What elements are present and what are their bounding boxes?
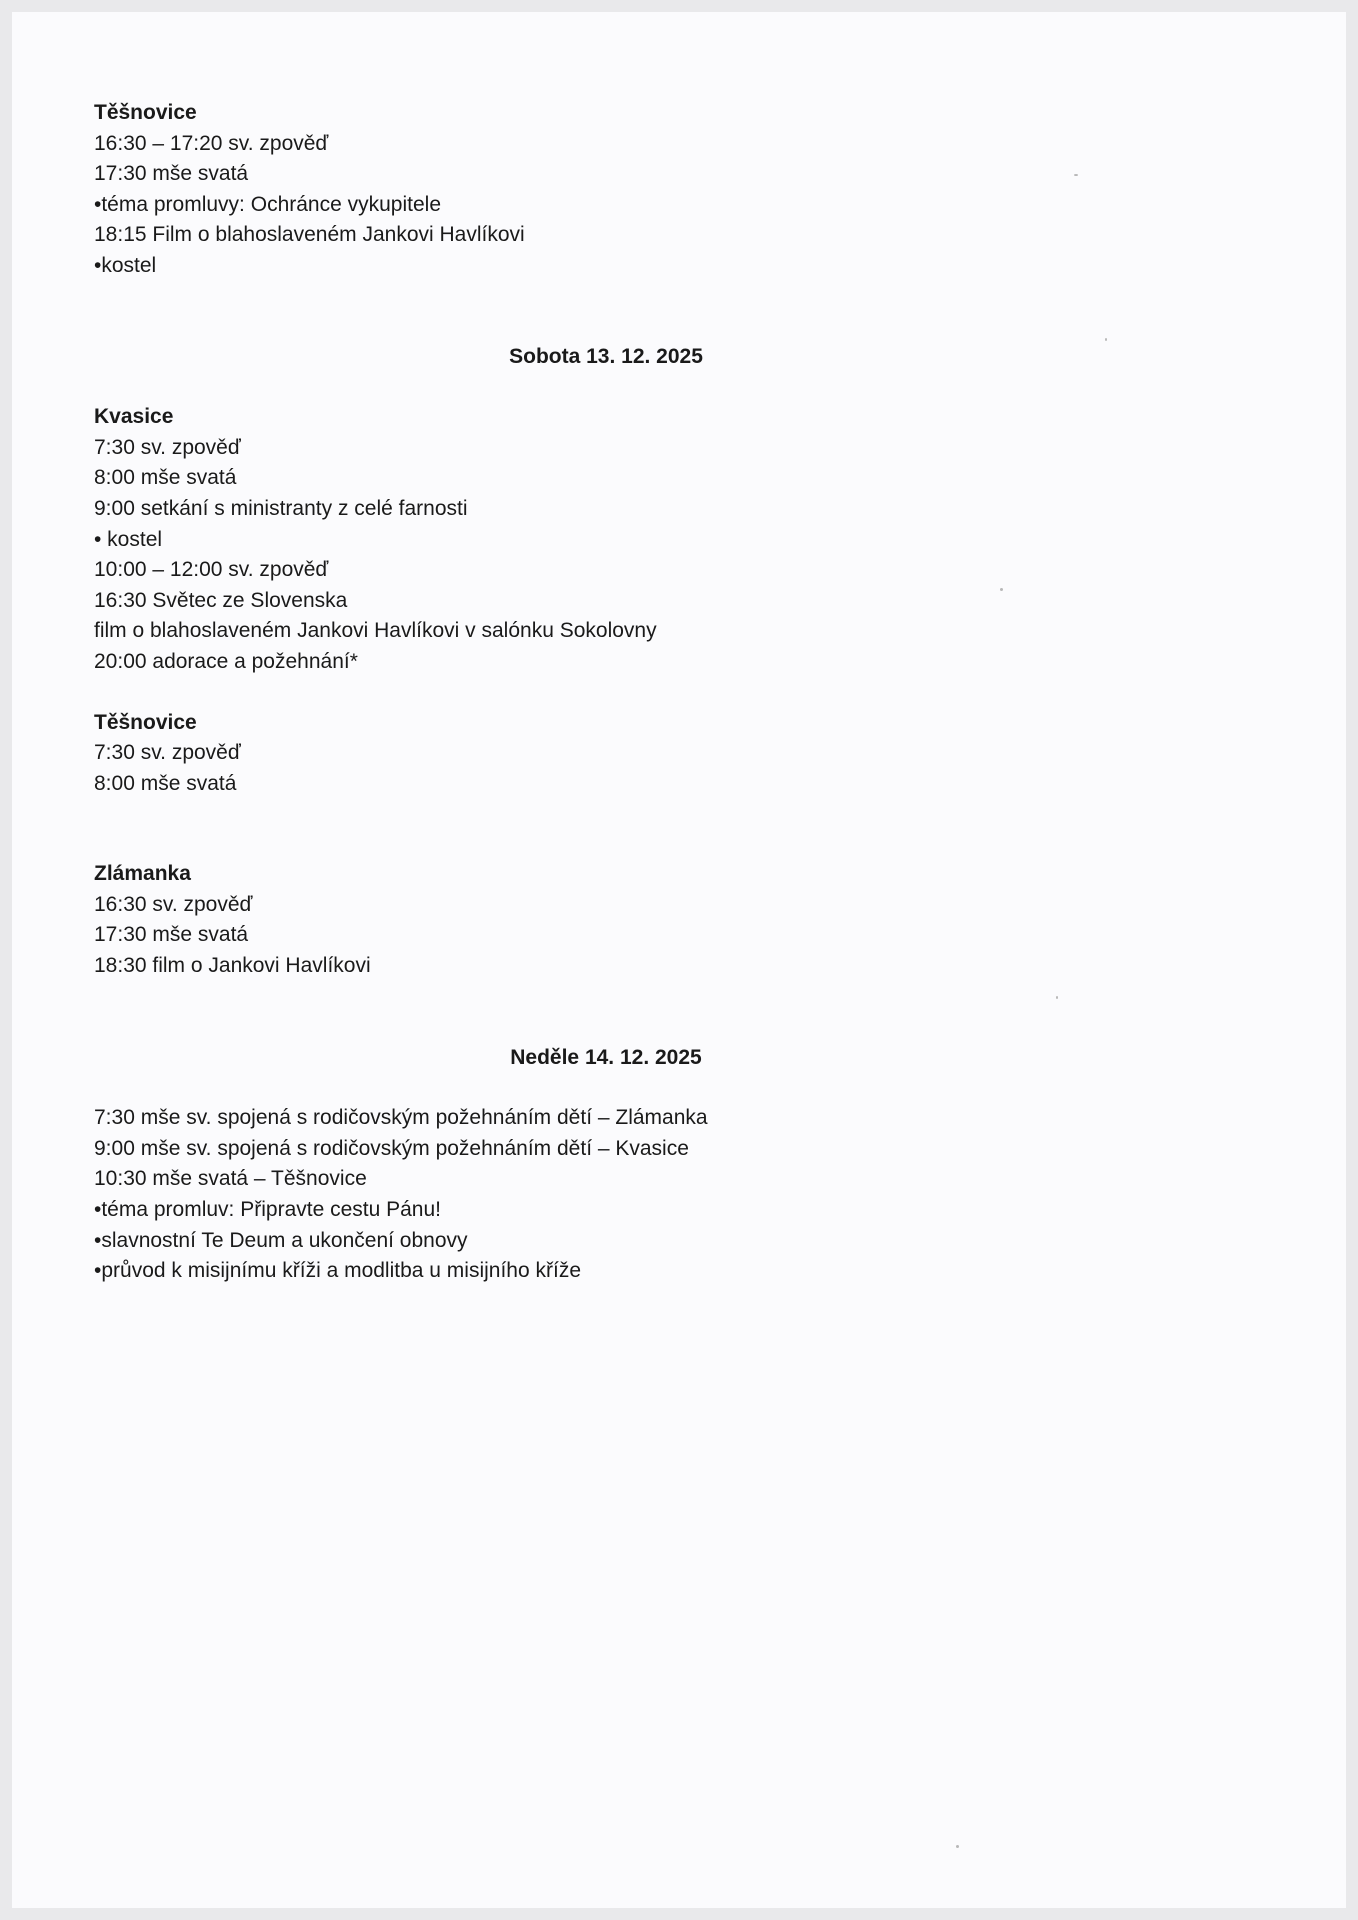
schedule-line: 7:30 sv. zpověď: [94, 741, 241, 765]
schedule-line: 7:30 mše sv. spojená s rodičovským požehnáním dětí – Zlámanka: [94, 1106, 708, 1130]
schedule-line: 8:00 mše svatá: [94, 466, 237, 490]
place-title: Těšnovice: [94, 710, 197, 734]
scan-speck: [956, 1845, 959, 1848]
schedule-group-kvasice: [94, 402, 1214, 677]
schedule-line: • kostel: [94, 527, 163, 551]
schedule-line: 16:30 sv. zpověď: [94, 892, 253, 916]
schedule-line: film o blahoslaveném Jankovi Havlíkovi v salónku Sokolovny: [94, 619, 657, 643]
schedule-line: 16:30 – 17:20 sv. zpověď: [94, 131, 329, 155]
schedule-group-tesnovice-friday: [94, 98, 1214, 282]
schedule-line: 10:30 mše svatá – Těšnovice: [94, 1167, 367, 1191]
place-title: Kvasice: [94, 405, 174, 429]
day-heading-sunday: Neděle 14. 12. 2025: [510, 1045, 702, 1069]
program-text: [94, 98, 1214, 1287]
schedule-line: 18:30 film o Jankovi Havlíkovi: [94, 954, 371, 978]
schedule-line: 17:30 mše svatá: [94, 162, 249, 186]
scanned-page: [12, 12, 1346, 1908]
schedule-line: •průvod k misijnímu kříži a modlitba u misijního kříže: [94, 1259, 582, 1283]
schedule-line: 9:00 setkání s ministranty z celé farnosti: [94, 496, 468, 520]
schedule-group-zlamanka: [94, 859, 1214, 981]
schedule-line: 20:00 adorace a požehnání*: [94, 649, 358, 673]
place-title: Těšnovice: [94, 101, 197, 124]
schedule-line: 10:00 – 12:00 sv. zpověď: [94, 558, 329, 582]
place-title: Zlámanka: [94, 862, 191, 886]
schedule-group-sunday: [94, 1103, 1214, 1287]
schedule-group-tesnovice-saturday: [94, 708, 1214, 800]
schedule-line: •téma promluv: Připravte cestu Pánu!: [94, 1198, 442, 1222]
schedule-line: 9:00 mše sv. spojená s rodičovským požehnáním dětí – Kvasice: [94, 1136, 689, 1160]
schedule-line: •kostel: [94, 253, 157, 277]
schedule-line: •slavnostní Te Deum a ukončení obnovy: [94, 1228, 468, 1252]
schedule-line: •téma promluvy: Ochránce vykupitele: [94, 192, 441, 216]
schedule-line: 8:00 mše svatá: [94, 771, 237, 795]
schedule-line: 7:30 sv. zpověď: [94, 435, 241, 459]
schedule-line: 17:30 mše svatá: [94, 923, 249, 947]
day-heading-saturday: Sobota 13. 12. 2025: [509, 344, 703, 368]
schedule-line: 18:15 Film o blahoslaveném Jankovi Havlíkovi: [94, 223, 525, 247]
schedule-line: 16:30 Světec ze Slovenska: [94, 588, 348, 612]
